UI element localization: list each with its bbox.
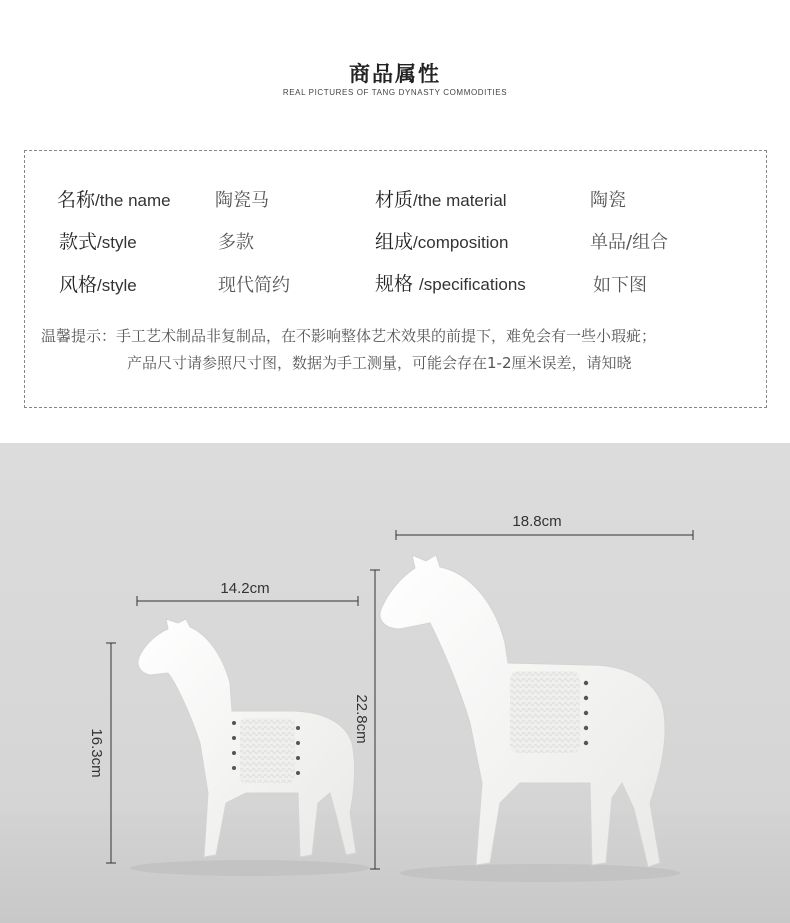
spec-fashion-label: [59, 270, 137, 297]
large-height-label: 22.8cm: [353, 694, 370, 744]
large-width-label: 18.8cm: [512, 513, 562, 530]
product-illustration: [0, 443, 790, 923]
large-horse-shadow: [400, 864, 680, 882]
spec-name-label-cn: 名称: [57, 189, 96, 211]
spec-style-label: [59, 227, 137, 254]
large-horse-saddle: [510, 671, 580, 753]
spec-specifications-label: [375, 269, 526, 296]
spec-name-label-en: /the name: [95, 191, 171, 210]
spec-name-label: [57, 185, 171, 212]
small-horse: [138, 619, 356, 857]
spec-specifications-label-en: /specifications: [419, 275, 526, 294]
spec-style-value: 多款: [218, 232, 254, 253]
notice-text: [41, 323, 656, 377]
spec-box: [24, 150, 767, 408]
spec-style-label-cn: 款式: [59, 231, 98, 253]
spec-fashion-label-cn: 风格: [59, 274, 98, 296]
small-horse-shadow: [130, 860, 370, 876]
spec-specifications-label-cn: 规格: [375, 273, 414, 295]
spec-style-label-en: /style: [97, 233, 137, 252]
spec-composition-label: [375, 227, 508, 254]
notice-line-1: 温馨提示：手工艺术制品非复制品，在不影响整体艺术效果的前提下，难免会有一些小瑕疵；: [41, 327, 657, 345]
notice-line-2: 产品尺寸请参照尺寸图，数据为手工测量，可能会存在1-2厘米误差，请知晓: [127, 354, 632, 372]
spec-material-label-cn: 材质: [375, 189, 414, 211]
small-height-label: 16.3cm: [88, 728, 105, 778]
large-horse: [380, 555, 665, 867]
spec-composition-label-cn: 组成: [375, 231, 414, 253]
spec-composition-value: 单品/组合: [590, 232, 669, 253]
spec-material-label-en: /the material: [413, 191, 507, 210]
spec-material-label: [375, 185, 507, 212]
spec-fashion-label-en: /style: [97, 276, 137, 295]
spec-fashion-value: 现代简约: [218, 275, 290, 296]
spec-composition-label-en: /composition: [413, 233, 509, 252]
small-width-label: 14.2cm: [220, 580, 270, 597]
page-subtitle: REAL PICTURES OF TANG DYNASTY COMMODITIES: [282, 88, 508, 97]
spec-name-value: 陶瓷马: [215, 190, 269, 211]
page-title: 商品属性: [349, 62, 441, 86]
small-horse-saddle: [240, 718, 295, 783]
spec-specifications-value: 如下图: [593, 275, 647, 296]
header: [0, 0, 790, 140]
product-photo: [0, 443, 790, 923]
spec-material-value: 陶瓷: [590, 190, 626, 211]
